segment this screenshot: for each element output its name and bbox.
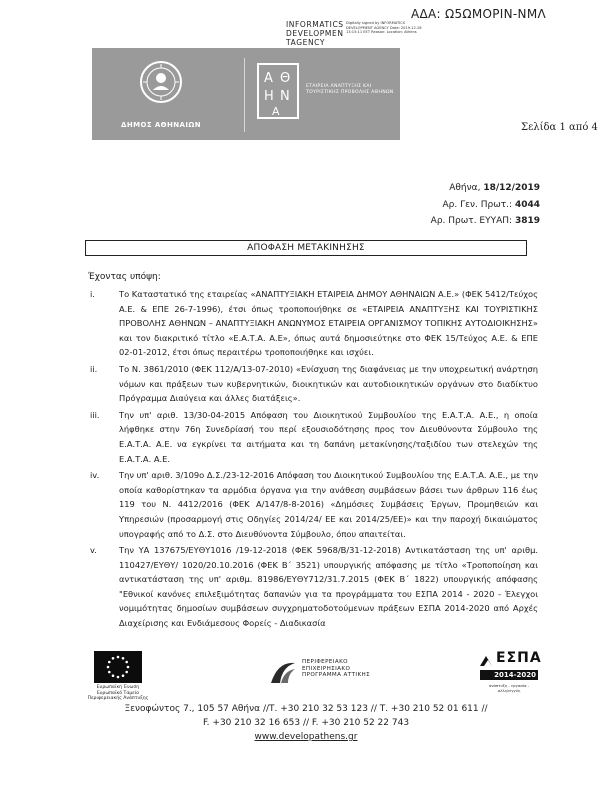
banner-divider [244,58,245,132]
general-protocol-row: Αρ. Γεν. Πρωτ.: 4044 [442,199,540,210]
espa-title: ΕΣΠΑ [496,650,542,666]
espa-slogan: ανάπτυξη - εργασία - αλληλεγγύη [488,683,530,693]
stamp-fine-print: Digitally signed by INFORMATICS DEVELOPMENT AGENCY Date: 2019.12.18 13:15:11 EET Reason: Location: Athens [346,21,422,35]
attica-program-logo [268,657,388,689]
logo-letter: Η [264,89,274,104]
eyyap-protocol-row: Αρ. Πρωτ. ΕΥΥΑΠ: 3819 [430,216,540,226]
espa-logo [478,650,542,693]
header-banner [92,48,400,140]
athens-seal-icon [139,60,183,104]
footer-fax: F. +30 210 32 16 653 // F. +30 210 52 22 743 [202,718,410,728]
eu-label: Ευρωπαϊκή Ένωση Ευρωπαϊκό Ταμείο Περιφερειακής Ανάπτυξης [87,685,149,702]
list-item: i. Το Καταστατικό της εταιρείας «ΑΝΑΠΤΥΞΙΑΚΗ ΕΤΑΙΡΕΙΑ ΔΗΜΟΥ ΑΘΗΝΑΙΩΝ Α.Ε.» (ΦΕΚ 5412/Τεύχος Α.Ε. & ΕΠΕ 26-7-1996), έτσι όπως τροποποιήθηκε σε «ΕΤΑΙΡΕΙΑ ΑΝΑΠΤΥΞΗΣ ΚΑΙ ΤΟΥΡΙΣΤΙΚΗΣ ΠΡΟΒΟΛΗΣ ΑΘΗΝΩΝ – ΑΝΑΠΤΥΞΙΑΚΗ ΑΝΩΝΥΜΟΣ ΕΤΑΙΡΕΙΑ ΟΡΓΑΝΙΣΜΟΥ ΤΟΠΙΚΗΣ ΑΥΤΟΔΙΟΙΚΗΣΗΣ» και τον διακριτικό τίτλο «Ε.Α.Τ.Α. Α.Ε», όπως αυτά δημοσιεύτηκε στο ΦΕΚ 15/Τεύχος Α.Ε. & ΕΠΕ 02-01-2012, έτσι όπως περαιτέρω τροποποιήθηκε και ισχύει. [90,289,538,358]
footer [60,702,552,744]
logo-letter: Α [264,71,273,86]
logo-letter: Α [272,105,280,118]
considerations-list [88,287,538,633]
intro-text: Έχοντας υπόψη: [88,272,161,282]
website-link[interactable]: www.developathens.gr [254,732,358,742]
espa-arrows-icon [478,652,494,668]
footer-address: Ξενοφώντος 7., 105 57 Αθήνα //Τ. +30 210 32 53 123 // Τ. +30 210 52 01 611 // [124,704,488,714]
eu-flag-icon [94,651,142,683]
athina-logo-icon [256,62,300,120]
logo-letter: Ν [280,89,290,104]
ada-code: ΑΔΑ: Ω5ΩΜΟΡΙΝ-ΝΜΛ [411,7,546,21]
attica-swirl-icon [268,657,298,687]
document-title: ΑΠΟΦΑΣΗ ΜΕΤΑΚΙΝΗΣΗΣ [85,240,527,256]
logo-letter: Θ [280,71,291,86]
list-item: ii. Το Ν. 3861/2010 (ΦΕΚ 112/Α/13-07-2010) «Ενίσχυση της διαφάνειας με την υποχρεωτική ανάρτηση νόμων και πράξεων των κυβερνητικών, διοικητικών και αυτοδιοικητικών οργάνων στο διαδίκτυο Πρόγραμμα Διαύγεια και άλλες διατάξεις». [90,363,538,404]
document-meta [431,180,540,230]
stamp-signer: INFORMATICS DEVELOPMEN TAGENCY [286,20,344,47]
municipality-name: ΔΗΜΟΣ ΑΘΗΝΑΙΩΝ [121,121,201,129]
date-row: Αθήνα, 18/12/2019 [449,183,540,193]
page-number: Σελίδα 1 από 4 [521,122,598,133]
list-item: iii. Την υπ' αριθ. 13/30-04-2015 Απόφαση του Διοικητικού Συμβουλίου της Ε.Α.Τ.Α. Α.Ε., η οποία λήφθηκε στην 76η Συνεδρίασή του περί εξουσιοδότησης προς τον Διευθύνοντα Σύμβουλο της Ε.Α.Τ.Α. Α.Ε. να εγκρίνει τα αιτήματα και τη δαπάνη μετακίνησης/ταξιδίου των στελεχών της Ε.Α.Τ.Α. Α.Ε. [90,409,538,464]
company-name: ΕΤΑΙΡΕΙΑ ΑΝΑΠΤΥΞΗΣ ΚΑΙ ΤΟΥΡΙΣΤΙΚΗΣ ΠΡΟΒΟΛΗΣ ΑΘΗΝΩΝ [306,84,394,96]
list-item: v. Την ΥΑ 137675/ΕΥΘΥ1016 /19-12-2018 (ΦΕΚ 5968/Β/31-12-2018) Αντικατάσταση της υπ' αριθμ. 110427/ΕΥΘΥ/ 1020/20.10.2016 (ΦΕΚ Β΄ 3521) υπουργικής απόφασης με τίτλο «Τροποποίηση και αντικατάσταση της υπ' αριθμ. 81986/ΕΥΘΥ712/31.7.2015 (ΦΕΚ Β΄ 1822) υπουργικής απόφασης "Εθνικοί κανόνες επιλεξιμότητας δαπανών για τα προγράμματα του ΕΣΠΑ 2014 - 2020 - Έλεγχοι νομιμότητας δημοσίων συμβάσεων συγχρηματοδοτούμενων πράξεων ΕΣΠΑ 2014-2020 από Αρχές Διαχείρισης και Ενδιάμεσους Φορείς - Διαδικασία [90,545,538,629]
list-item: iv. Την υπ' αριθ. 3/109ο Δ.Σ./23-12-2016 Απόφαση του Διοικητικού Συμβουλίου της Ε.Α.Τ.Α. Α.Ε., με την οποία καθορίστηκαν τα αρμόδια όργανα για την ανάθεση συμβάσεων βάσει των άρθρων 116 έως 119 του Ν. 4412/2016 (ΦΕΚ Α/147/8-8-2016) «Δημόσιες Συμβάσεις Έργων, Προμηθειών και Υπηρεσιών (προσαρμογή στις Οδηγίες 2014/24/ ΕΕ και 2014/25/ΕΕ)» και την παροχή δικαιώματος υπογραφής από το Δ.Σ. στο Διευθύνοντα Σύμβουλο, όπου απαιτείται. [90,470,538,539]
attica-program-text: ΠΕΡΙΦΕΡΕΙΑΚΟ ΕΠΙΧΕΙΡΗΣΙΑΚΟ ΠΡΟΓΡΑΜΜΑ ΑΤΤΙΚΗΣ [302,659,371,679]
espa-years: 2014-2020 [480,670,538,680]
